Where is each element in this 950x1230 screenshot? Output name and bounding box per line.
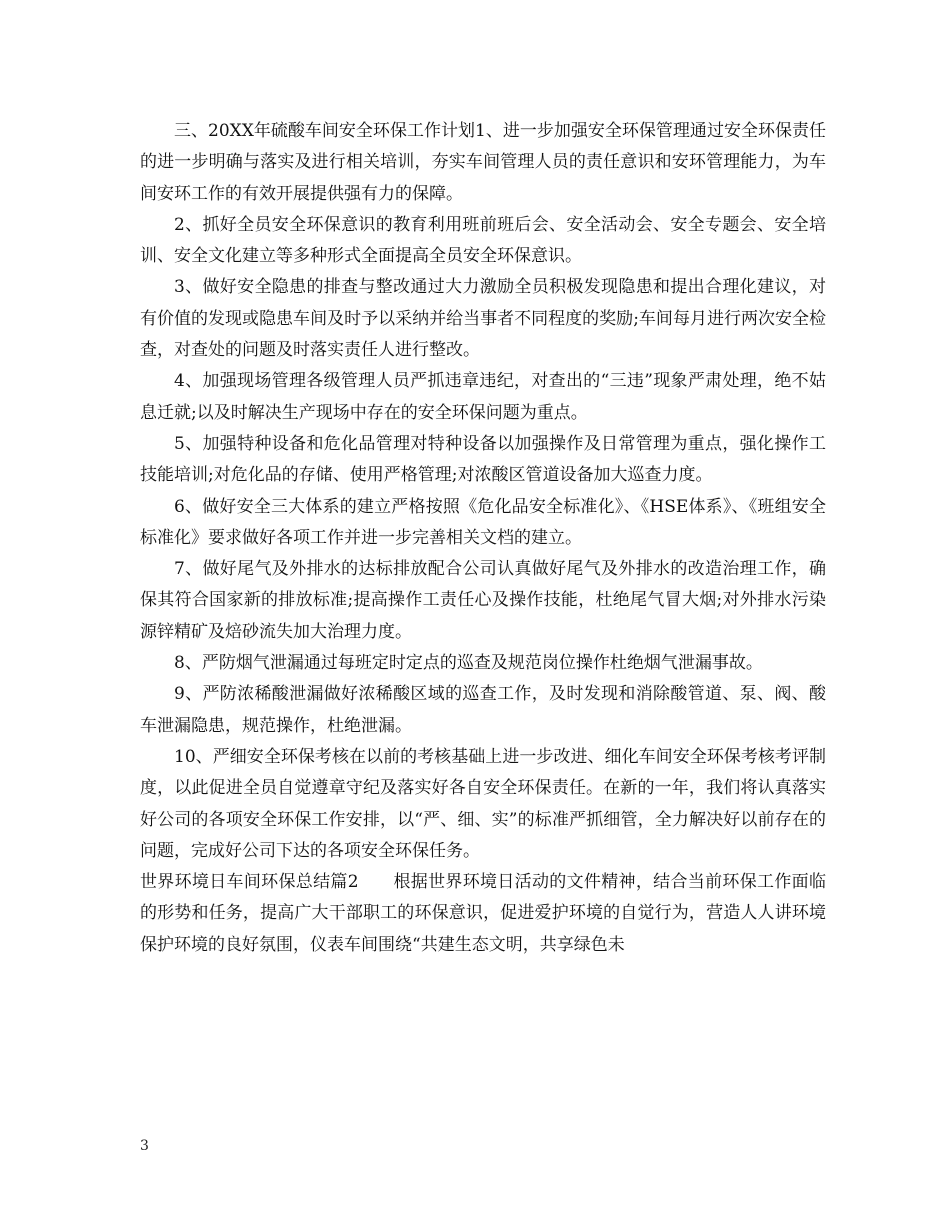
page-number: 3	[140, 1138, 149, 1154]
paragraph-4: 4、加强现场管理各级管理人员严抓违章违纪，对查出的“三违”现象严肃处理，绝不姑息迁就;以及时解决生产现场中存在的安全环保问题为重点。	[140, 371, 826, 423]
paragraph-6: 6、做好安全三大体系的建立严格按照《危化品安全标准化》、《HSE体系》、《班组安全标准化》要求做好各项工作并进一步完善相关文档的建立。	[140, 496, 826, 548]
paragraph-7: 7、做好尾气及外排水的达标排放配合公司认真做好尾气及外排水的改造治理工作，确保其符合国家新的排放标准;提高操作工责任心及操作技能，杜绝尾气冒大烟;对外排水污染源锌精矿及焙砂流失加大治理力度。	[140, 559, 826, 642]
paragraph-5: 5、加强特种设备和危化品管理对特种设备以加强操作及日常管理为重点，强化操作工技能培训;对危化品的存储、使用严格管理;对浓酸区管道设备加大巡查力度。	[140, 433, 826, 486]
paragraph-1: 三、20XX年硫酸车间安全环保工作计划1、进一步加强安全环保管理通过安全环保责任的进一步明确与落实及进行相关培训，夯实车间管理人员的责任意识和安环管理能力，为车间安环工作的有效开展提供强有力的保障。	[140, 121, 826, 204]
paragraph-3: 3、做好安全隐患的排查与整改通过大力激励全员积极发现隐患和提出合理化建议，对有价值的发现或隐患车间及时予以采纳并给当事者不同程度的奖励;车间每月进行两次安全检查，对查处的问题及时落实责任人进行整改。	[140, 277, 826, 361]
paragraph-9: 9、严防浓稀酸泄漏做好浓稀酸区域的巡查工作，及时发现和消除酸管道、泵、阀、酸车泄漏隐患，规范操作，杜绝泄漏。	[140, 684, 826, 736]
paragraph-8: 8、严防烟气泄漏通过每班定时定点的巡查及规范岗位操作杜绝烟气泄漏事故。	[174, 653, 763, 674]
paragraph-11-section-heading: 世界环境日车间环保总结篇2 根据世界环境日活动的文件精神，结合当前环保工作面临的形势和任务，提高广大干部职工的环保意识，促进爱护环境的自觉行为，营造人人讲环境保护环境的良好氛围，仪表车间围绕“共建生态文明，共享绿色未	[140, 872, 826, 955]
paragraph-10: 10、严细安全环保考核在以前的考核基础上进一步改进、细化车间安全环保考核考评制度，以此促进全员自觉遵章守纪及落实好各自安全环保责任。在新的一年，我们将认真落实好公司的各项安全环保工作安排，以“严、细、实”的标准严抓细管，全力解决好以前存在的问题，完成好公司下达的各项安全环保任务。	[140, 746, 826, 861]
document-body	[140, 116, 826, 961]
paragraph-2: 2、抓好全员安全环保意识的教育利用班前班后会、安全活动会、安全专题会、安全培训、安全文化建立等多种形式全面提高全员安全环保意识。	[140, 214, 826, 267]
